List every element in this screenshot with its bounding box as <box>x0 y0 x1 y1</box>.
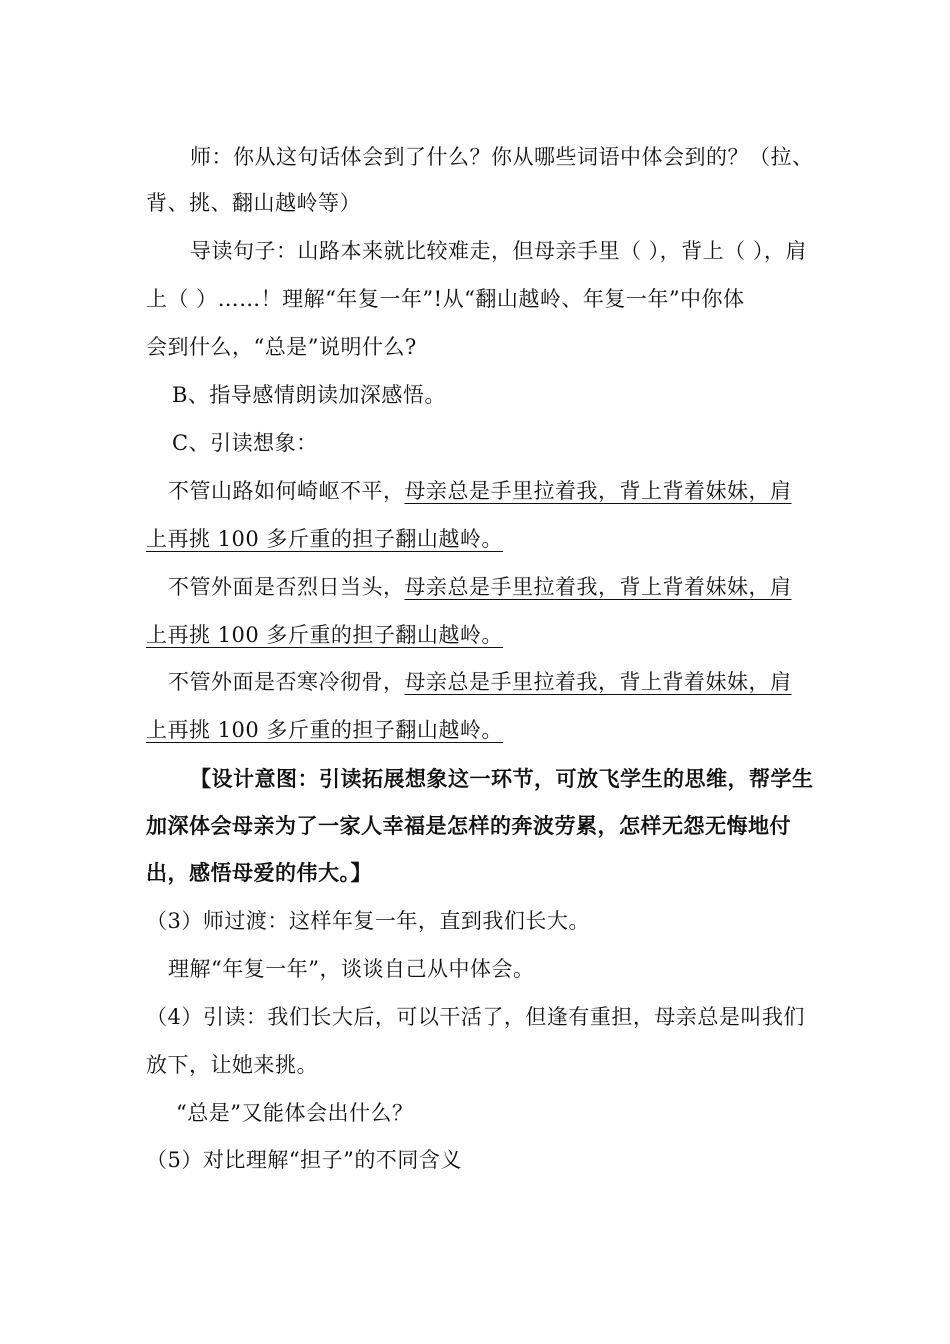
reading-line-3-prefix: 不管外面是否寒冷彻骨， <box>168 670 405 694</box>
reading-line-2-underlined: 母亲总是手里拉着我，背上背着妹妹，肩 <box>404 575 792 599</box>
step-3-transition: （3）师过渡：这样年复一年，直到我们长大。 <box>146 909 590 933</box>
reading-line-2-continuation: 上再挑 100 多斤重的担子翻山越岭。 <box>146 623 503 647</box>
step-3-understand: 理解“年复一年”，谈谈自己从中体会。 <box>168 957 535 981</box>
reading-line-1 <box>168 477 792 505</box>
item-b-guided-reading: B、指导感情朗读加深感悟。 <box>172 383 446 407</box>
paragraph-guided-reading-line2: 上（ ）……！理解“年复一年”!从“翻山越岭、年复一年”中你体 <box>146 287 745 311</box>
design-intent-line2: 加深体会母亲为了一家人幸福是怎样的奔波劳累，怎样无怨无悔地付 <box>146 813 791 838</box>
reading-line-3-continuation: 上再挑 100 多斤重的担子翻山越岭。 <box>146 718 503 742</box>
reading-line-1-prefix: 不管山路如何崎岖不平， <box>168 479 405 503</box>
reading-line-2 <box>168 573 792 601</box>
paragraph-guided-reading-line3: 会到什么，“总是”说明什么? <box>146 335 417 359</box>
paragraph-guided-reading-line1: 导读句子：山路本来就比较难走，但母亲手里（ ），背上（ ），肩 <box>190 239 807 263</box>
reading-line-3 <box>168 668 792 696</box>
reading-line-3-underlined: 母亲总是手里拉着我，背上背着妹妹，肩 <box>404 670 792 694</box>
design-intent-line1: 【设计意图：引读拓展想象这一环节，可放飞学生的思维，帮学生 <box>190 766 814 791</box>
reading-line-1-underlined: 母亲总是手里拉着我，背上背着妹妹，肩 <box>404 479 792 503</box>
design-intent-line3: 出，感悟母爱的伟大。】 <box>146 860 372 885</box>
step-4-line1: （4）引读：我们长大后，可以干活了，但逢有重担，母亲总是叫我们 <box>146 1005 805 1029</box>
paragraph-teacher-question-line1: 师：你从这句话体会到了什么？你从哪些词语中体会到的？（拉、 <box>190 145 814 169</box>
reading-line-1-continuation: 上再挑 100 多斤重的担子翻山越岭。 <box>146 527 503 551</box>
paragraph-teacher-question-line2: 背、挑、翻山越岭等） <box>146 191 361 215</box>
step-4-line2: 放下，让她来挑。 <box>146 1053 318 1077</box>
item-c-imagination: C、引读想象： <box>172 431 318 455</box>
reading-line-2-prefix: 不管外面是否烈日当头， <box>168 575 405 599</box>
step-5-contrast: （5）对比理解“担子”的不同含义 <box>146 1148 462 1172</box>
zongshi-question: “总是”又能体会出什么？ <box>176 1101 414 1125</box>
